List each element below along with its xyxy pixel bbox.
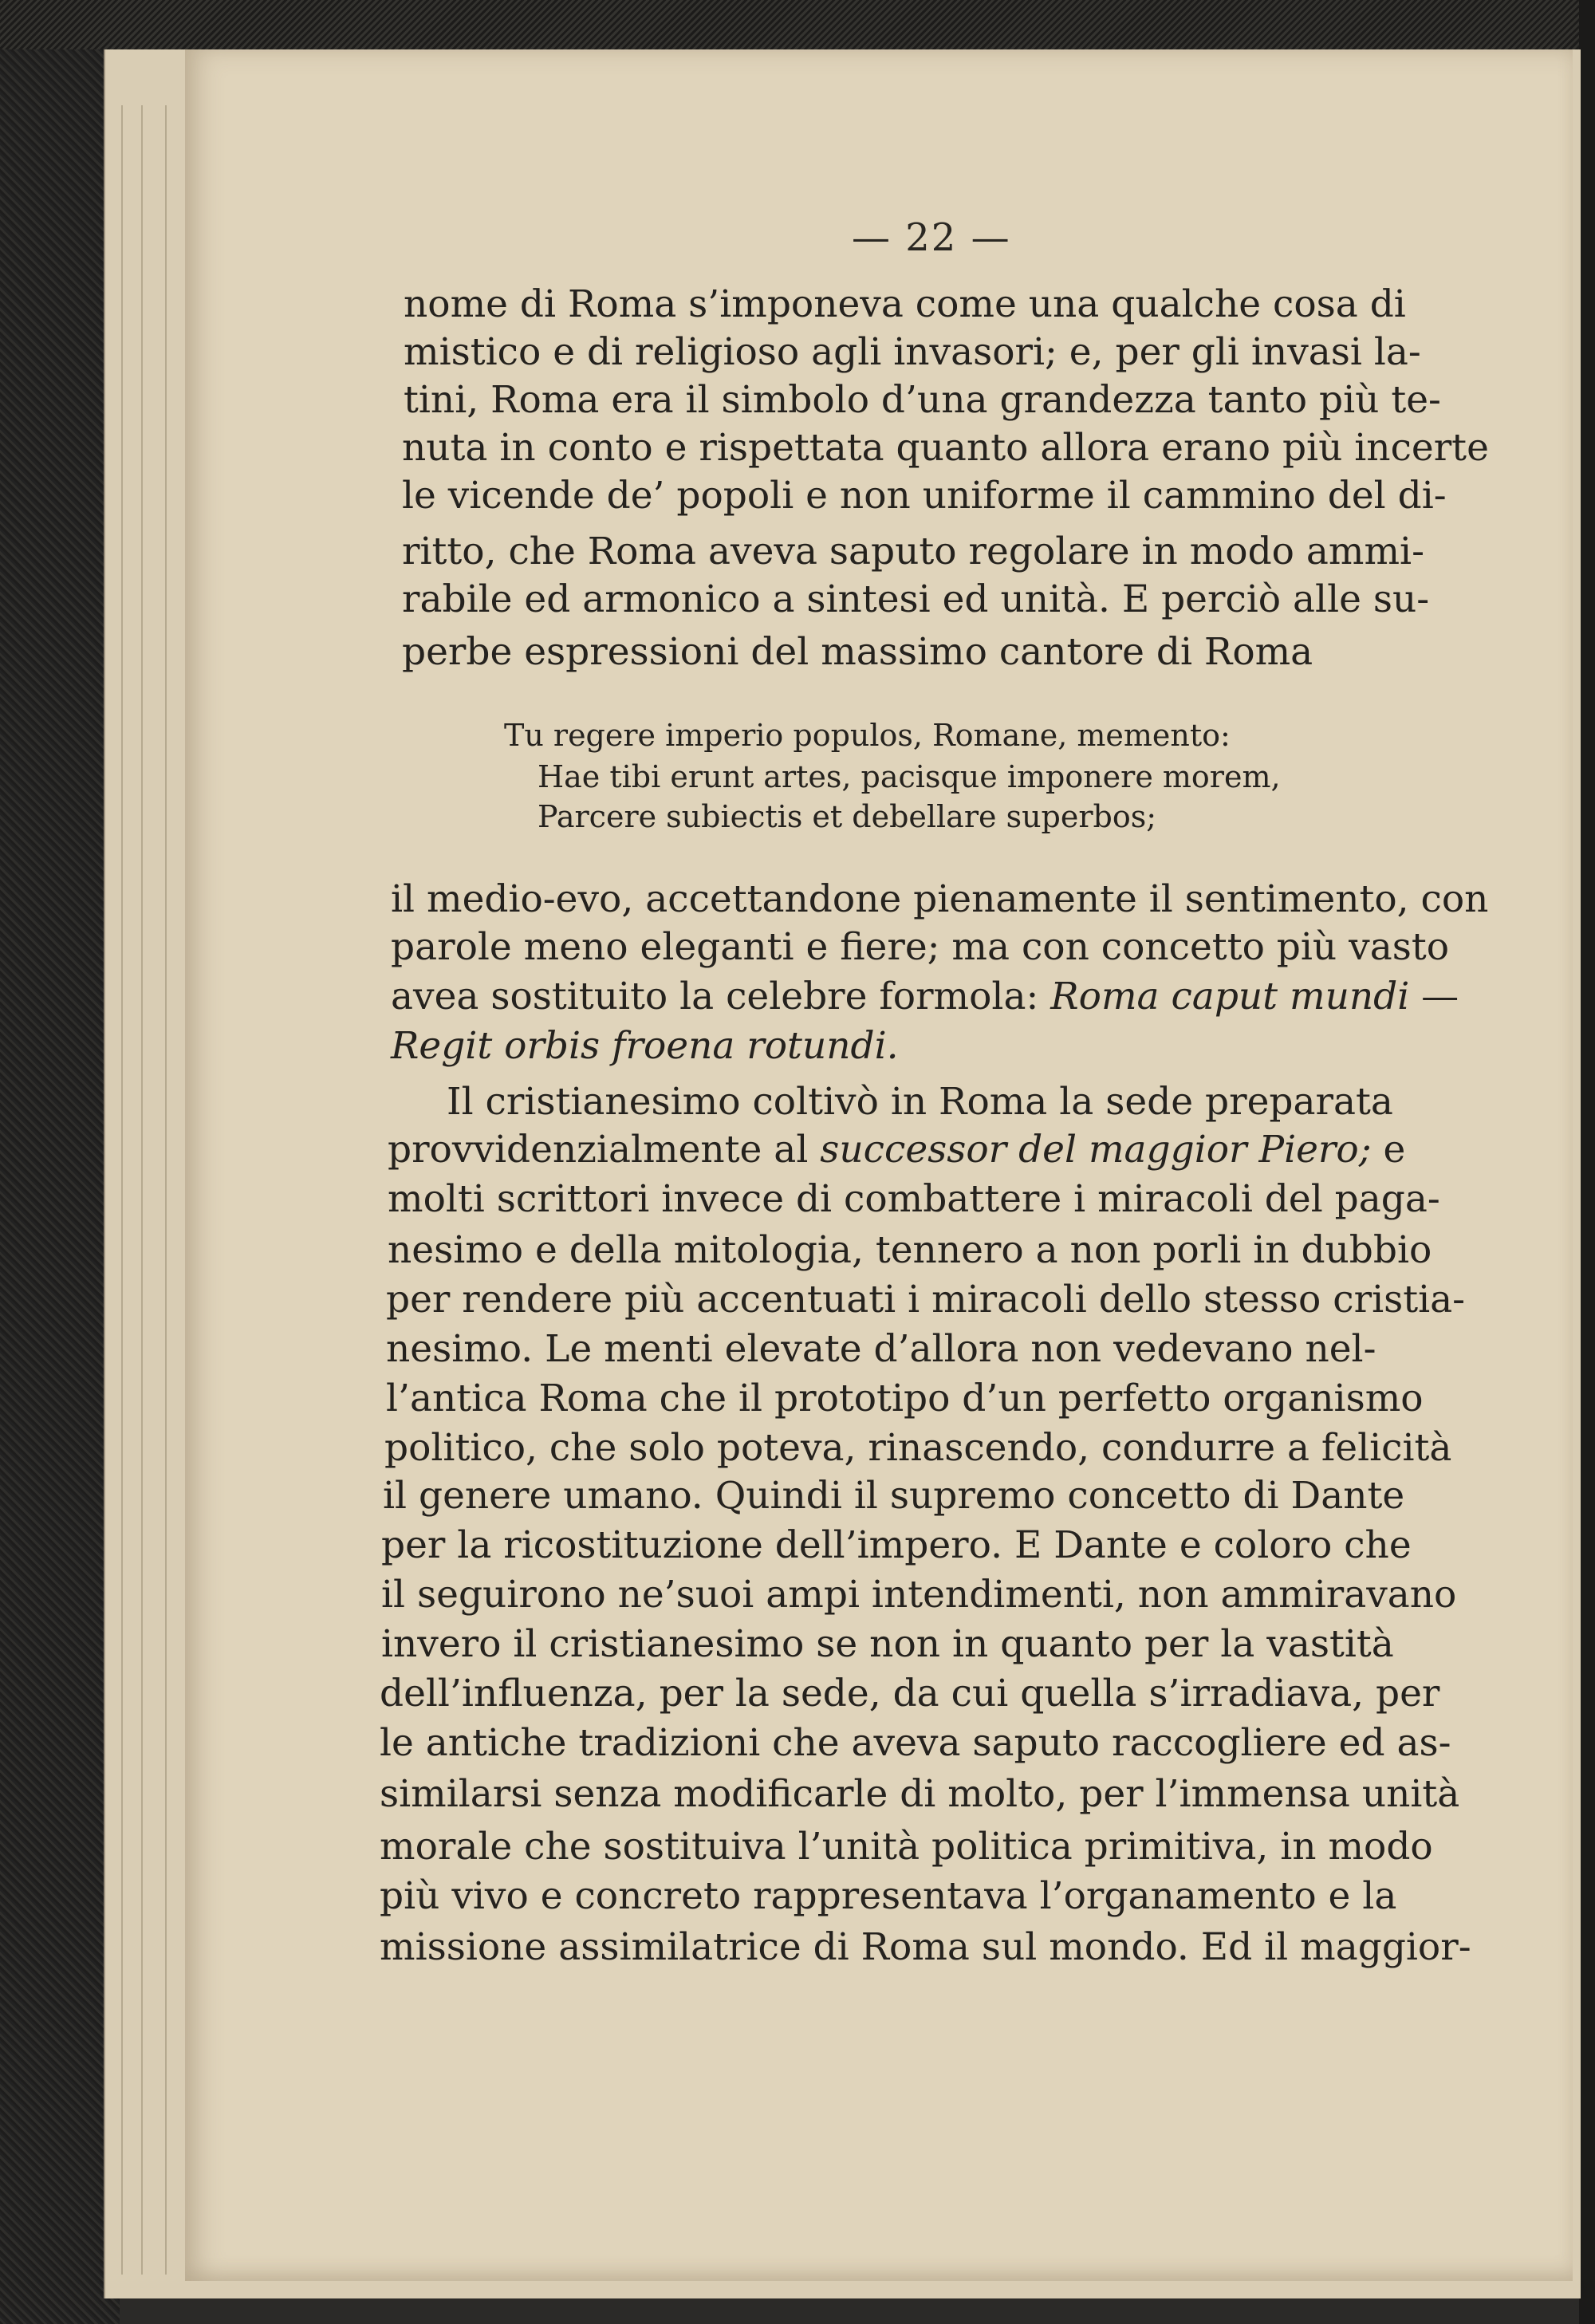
text-line: mistico e di religioso agli invasori; e, per gli invasi la- xyxy=(404,330,1421,374)
text-line xyxy=(388,1128,1405,1172)
text-span: avea sostituito la celebre formola: xyxy=(391,975,1051,1018)
text-line: similarsi senza modificarle di molto, per l’immensa unità xyxy=(380,1772,1460,1816)
verse-line: Tu regere imperio populos, Romane, memento: xyxy=(504,718,1231,753)
text-span: e xyxy=(1371,1128,1406,1172)
text-span: provvidenzialmente al xyxy=(388,1128,821,1172)
italic-span: Roma caput mundi xyxy=(1050,975,1410,1018)
text-line: parole meno eleganti e fiere; ma con concetto più vasto xyxy=(391,925,1450,969)
text-line: invero il cristianesimo se non in quanto per la vastità xyxy=(381,1622,1394,1666)
text-line: nesimo. Le menti elevate d’allora non vedevano nel- xyxy=(386,1327,1376,1371)
text-line: nome di Roma s’imponeva come una qualche cosa di xyxy=(404,282,1406,326)
text-line: perbe espressioni del massimo cantore di Roma xyxy=(402,630,1313,674)
text-line: morale che sostituiva l’unità politica primitiva, in modo xyxy=(380,1825,1433,1869)
text-line: Il cristianesimo coltivò in Roma la sede preparata xyxy=(447,1080,1393,1124)
italic-span: successor del maggior Piero; xyxy=(820,1128,1372,1172)
text-line: nesimo e della mitologia, tennero a non porli in dubbio xyxy=(388,1228,1432,1272)
text-line: ritto, che Roma aveva saputo regolare in modo ammi- xyxy=(402,530,1424,573)
page-number: — 22 — xyxy=(852,215,1011,260)
text-line: per rendere più accentuati i miracoli dello stesso cristia- xyxy=(386,1278,1466,1322)
text-line: l’antica Roma che il prototipo d’un perfetto organismo xyxy=(386,1377,1424,1420)
text-line xyxy=(391,975,1459,1019)
text-line: per la ricostituzione dell’impero. E Dante e coloro che xyxy=(381,1523,1412,1567)
text-line: il genere umano. Quindi il supremo concetto di Dante xyxy=(383,1474,1405,1518)
text-line: Regit orbis froena rotundi. xyxy=(391,1024,899,1068)
verse-line: Parcere subiectis et debellare superbos; xyxy=(538,799,1157,834)
text-line: il medio-evo, accettandone pienamente il sentimento, con xyxy=(391,877,1489,921)
text-line: il seguirono ne’suoi ampi intendimenti, non ammiravano xyxy=(381,1573,1457,1617)
text-span: — xyxy=(1409,975,1459,1018)
text-line: politico, che solo poteva, rinascendo, condurre a felicità xyxy=(384,1426,1452,1470)
text-line: dell’influenza, per la sede, da cui quella s’irradiava, per xyxy=(380,1672,1440,1715)
text-line: missione assimilatrice di Roma sul mondo. Ed il maggior- xyxy=(380,1925,1471,1969)
verse-line: Hae tibi erunt artes, pacisque imponere morem, xyxy=(538,759,1281,794)
text-line: tini, Roma era il simbolo d’una grandezza tanto più te- xyxy=(404,378,1441,422)
text-line: molti scrittori invece di combattere i miracoli del paga- xyxy=(388,1177,1440,1221)
text-line: nuta in conto e rispettata quanto allora erano più incerte xyxy=(402,426,1489,470)
text-line: le antiche tradizioni che aveva saputo raccogliere ed as- xyxy=(380,1721,1451,1765)
text-line: le vicende de’ popoli e non uniforme il cammino del di- xyxy=(402,474,1447,518)
text-line: rabile ed armonico a sintesi ed unità. E perciò alle su- xyxy=(402,577,1430,621)
text-line: più vivo e concreto rappresentava l’organamento e la xyxy=(380,1874,1397,1918)
